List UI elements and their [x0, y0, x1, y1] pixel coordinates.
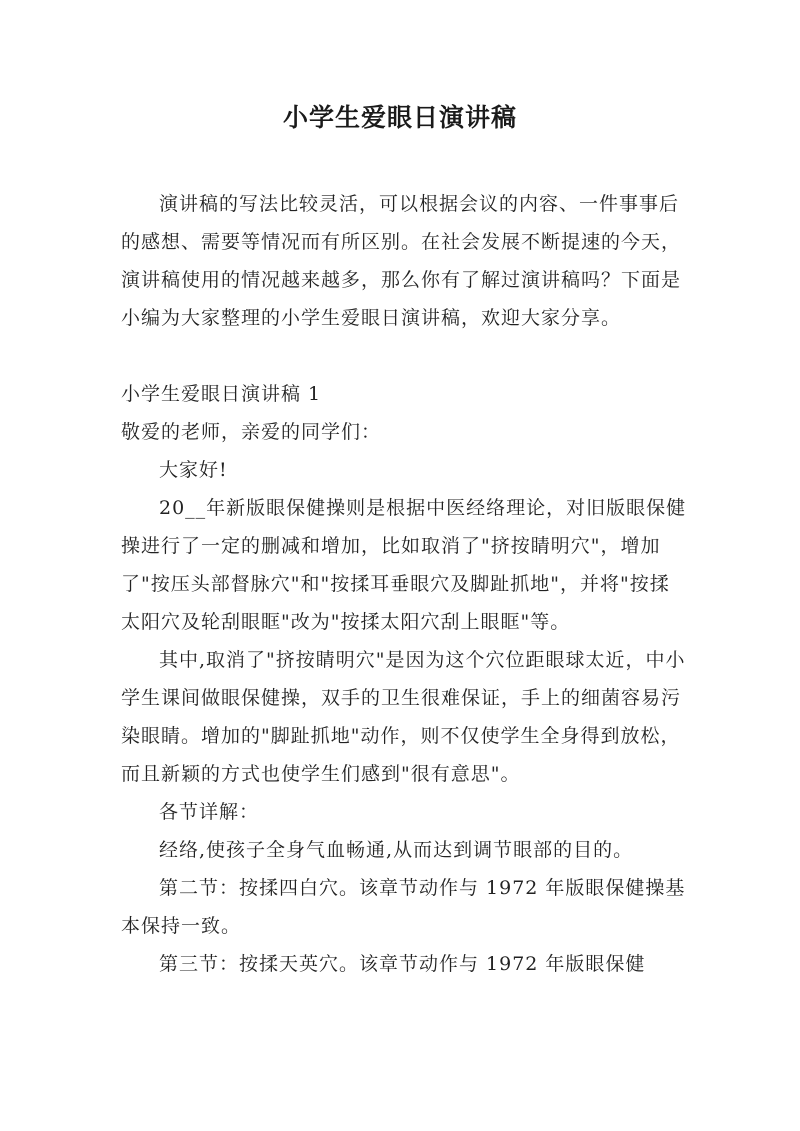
salutation: 敬爱的老师，亲爱的同学们： — [121, 421, 382, 443]
body-paragraph: 第二节：按揉四白穴。该章节动作与 1972 年版眼保健操基本保持一致。 — [121, 877, 686, 937]
paragraph-spacer — [121, 337, 687, 375]
body-paragraph: 20__年新版眼保健操则是根据中医经络理论，对旧版眼保健操进行了一定的删减和增加，比如取消了"挤按睛明穴"，增加了"按压头部督脉穴"和"按揉耳垂眼穴及脚趾抓地"，并将"按揉太阳穴及轮刮眼眶"改为"按揉太阳穴刮上眼眶"等。 — [121, 497, 687, 633]
document-body — [121, 185, 687, 983]
intro-paragraph: 演讲稿的写法比较灵活，可以根据会议的内容、一件事事后的感想、需要等情况而有所区别。在社会发展不断提速的今天，演讲稿使用的情况越来越多，那么你有了解过演讲稿吗？下面是小编为大家整理的小学生爱眼日演讲稿，欢迎大家分享。 — [121, 193, 682, 329]
greeting: 大家好! — [159, 459, 228, 481]
body-paragraph: 第三节：按揉天英穴。该章节动作与 1972 年版眼保健 — [159, 953, 646, 975]
body-paragraph: 经络,使孩子全身气血畅通,从而达到调节眼部的目的。 — [159, 839, 634, 861]
body-paragraph: 其中,取消了"挤按睛明穴"是因为这个穴位距眼球太近，中小学生课间做眼保健操，双手的卫生很难保证，手上的细菌容易污染眼睛。增加的"脚趾抓地"动作，则不仅使学生全身得到放松，而且新颖的方式也使学生们感到"很有意思"。 — [121, 649, 686, 785]
document-title: 小学生爱眼日演讲稿 — [282, 103, 517, 132]
body-paragraph: 各节详解： — [159, 801, 260, 823]
section-title: 小学生爱眼日演讲稿 1 — [121, 383, 322, 405]
